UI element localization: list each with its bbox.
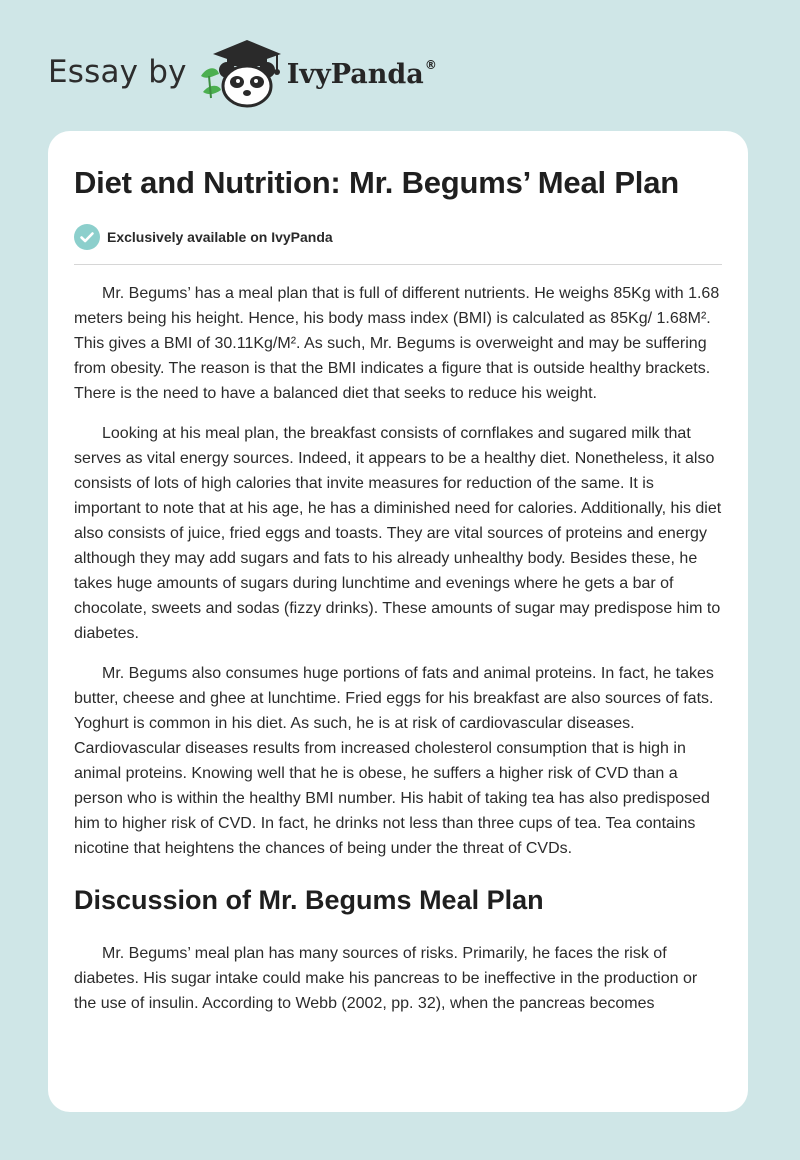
site-brand[interactable] [48, 36, 437, 108]
exclusive-badge [74, 224, 722, 250]
registered-mark: ® [424, 58, 437, 72]
section-heading: Discussion of Mr. Begums Meal Plan [74, 885, 544, 915]
essay-by-label: Essay by [48, 54, 187, 90]
brand-name: IvyPanda [286, 59, 424, 90]
essay-title: Diet and Nutrition: Mr. Begums’ Meal Plan [74, 165, 679, 200]
ivypanda-wordmark [287, 58, 437, 90]
body-paragraph: Mr. Begums also consumes huge portions of fats and animal proteins. In fact, he takes butter, cheese and ghee at lunchtime. Fried eggs for his breakfast are also sources of fats. Yoghurt is common in his diet. As such, he is at risk of cardiovascular diseases. Cardiovascular diseases results from increased cholesterol consumption that is high in animal proteins. Knowing well that he is obese, he suffers a higher risk of CVD than a person who is within the healthy BMI number. His habit of taking tea has also predisposed him to higher risk of CVD. In fact, he drinks not less than three cups of tea. Tea contains nicotine that heightens the chances of being under the threat of CVDs. [74, 665, 714, 857]
title-divider [74, 264, 722, 265]
body-paragraph: Looking at his meal plan, the breakfast consists of cornflakes and sugared milk that serves as vital energy sources. Indeed, it appears to be a healthy diet. Nonetheless, it also consists of lots of high calories that invite measures for reduction of the same. It is important to note that at his age, he has a diminished need for calories. Additionally, his diet also consists of juice, fried eggs and toasts. They are vital sources of proteins and energy although they may add sugars and fats to his already unhealthy body. Besides these, he takes huge amounts of sugars during lunchtime and evenings where he gets a bar of chocolate, sweets and sodas (fizzy drinks). These amounts of sugar may predispose him to diabetes. [74, 425, 722, 642]
exclusive-badge-text: Exclusively available on IvyPanda [107, 229, 333, 245]
section-paragraph: Mr. Begums’ meal plan has many sources of risks. Primarily, he faces the risk of diabetes. His sugar intake could make his pancreas to be ineffective in the production or the use of insulin. According to Webb (2002, pp. 32), when the pancreas becomes [74, 945, 698, 1012]
check-circle-icon [74, 224, 100, 250]
essay-content [48, 131, 748, 1016]
essay-card [48, 131, 748, 1112]
body-paragraph: Mr. Begums’ has a meal plan that is full of different nutrients. He weighs 85Kg with 1.68 meters being his height. Hence, his body mass index (BMI) is calculated as 85Kg/ 1.68M². This gives a BMI of 30.11Kg/M². As such, Mr. Begums is overweight and may be suffering from obesity. The reason is that the BMI indicates a figure that is outside healthy brackets. There is the need to have a balanced diet that seeks to reduce his weight. [74, 285, 720, 402]
panda-graduate-logo-icon [197, 36, 283, 108]
